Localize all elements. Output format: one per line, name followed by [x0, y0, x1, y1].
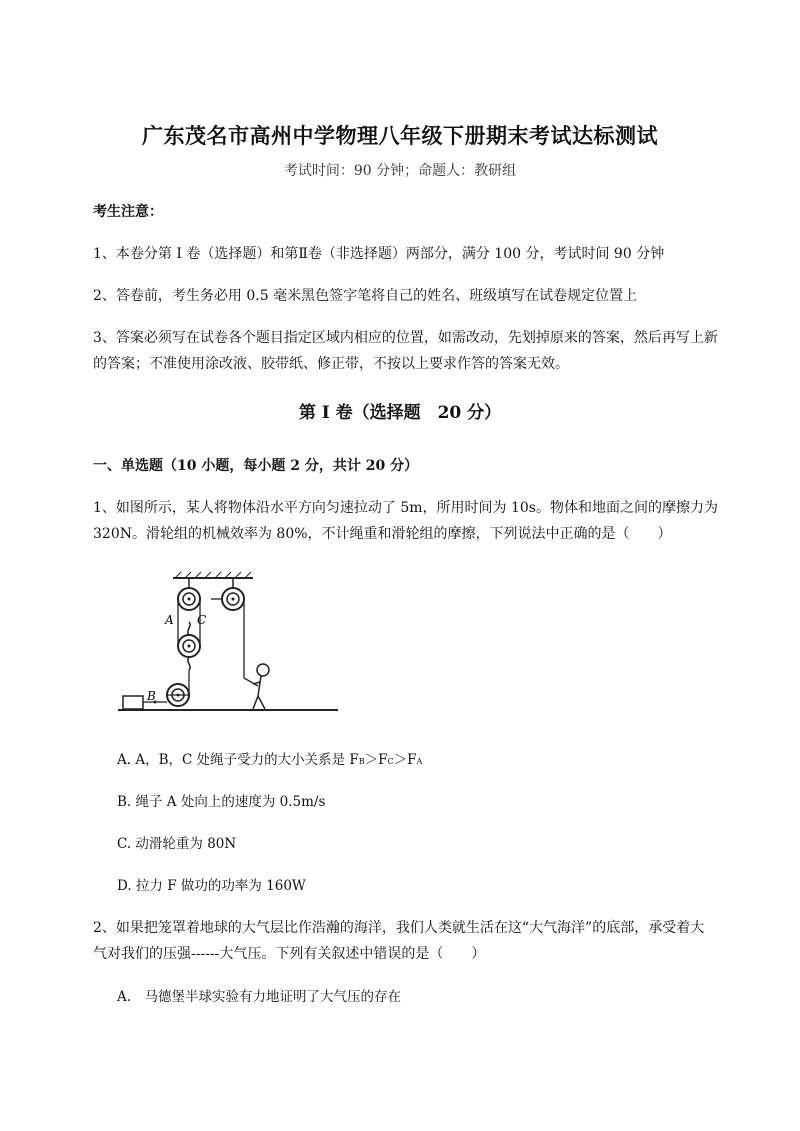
greater-than-2: ＞F: [393, 752, 417, 768]
question-1-option-d: D. 拉力 F 做功的功率为 160W: [117, 878, 306, 894]
exam-title: 广东茂名市高州中学物理八年级下册期末考试达标测试: [142, 123, 658, 148]
question-2-line-2: 气对我们的压强------大气压。下列有关叙述中错误的是（ ）: [93, 946, 486, 962]
notice-item-2: 2、答卷前，考生务必用 0.5 毫米黑色签字笔将自己的姓名、班级填写在试卷规定位置上: [93, 288, 638, 304]
notice-heading: 考生注意：: [93, 204, 163, 220]
exam-subtitle: 考试时间：90 分钟；命题人：教研组: [283, 163, 517, 179]
question-1-option-a: [117, 748, 422, 774]
question-2-option-a: A. 马德堡半球实验有力地证明了大气压的存在: [117, 989, 402, 1005]
question-1-option-b: B. 绳子 A 处向上的速度为 0.5m/s: [117, 794, 326, 810]
block: [123, 696, 167, 709]
fixed-pulley-right: [222, 578, 244, 610]
label-a: A: [165, 613, 174, 627]
question-2-line-1: 2、如果把笼罩着地球的大气层比作浩瀚的海洋，我们人类就生活在这“大气海洋”的底部，承受着大: [93, 920, 705, 936]
question-1-line-1: 1、如图所示，某人将物体沿水平方向匀速拉动了 5m，所用时间为 10s。物体和地面之间的摩擦力为: [93, 500, 718, 516]
fixed-pulley-left: [178, 578, 200, 610]
section-title: 第 I 卷（选择题 20 分）: [298, 403, 502, 423]
notice-item-1: 1、本卷分第 I 卷（选择题）和第Ⅱ卷（非选择题）两部分，满分 100 分，考试时间 90 分钟: [93, 246, 665, 262]
ceiling-hatching: [173, 572, 253, 578]
person-pulling-rope: [253, 664, 269, 709]
question-1-line-2: 320N。滑轮组的机械效率为 80%，不计绳重和滑轮组的摩擦，下列说法中正确的是（ ）: [93, 526, 672, 542]
part-heading: 一、单选题（10 小题，每小题 2 分，共计 20 分）: [93, 458, 419, 474]
subscript-a: A: [416, 757, 423, 766]
subscript-b: B: [358, 757, 365, 766]
question-1-option-c: C. 动滑轮重为 80N: [117, 836, 237, 852]
notice-item-3-continued: 的答案；不准使用涂改液、胶带纸、修正带，不按以上要求作答的答案无效。: [93, 356, 569, 372]
ropes: [167, 599, 258, 695]
notice-item-3: 3、答案必须写在试卷各个题目指定区域内相应的位置，如需改动，先划掉原来的答案，然后再写上新: [93, 330, 718, 346]
movable-pulley-middle: [178, 622, 200, 670]
pulley-system-figure: [113, 568, 343, 726]
label-c: C: [197, 613, 207, 627]
subscript-c: C: [387, 757, 394, 766]
label-b: B: [147, 689, 156, 703]
option-a-text: A. A，B，C 处绳子受力的大小关系是 F: [117, 752, 359, 768]
greater-than-1: ＞F: [364, 752, 388, 768]
